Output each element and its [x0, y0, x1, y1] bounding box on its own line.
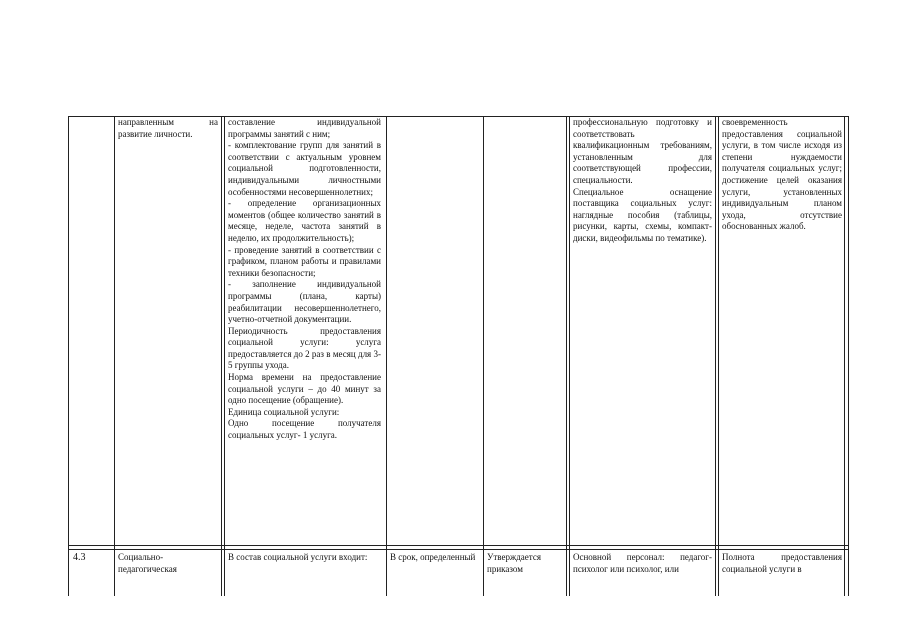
unit-paragraph: Одно посещение получателя социальных услуг- 1 услуга.	[228, 418, 381, 441]
deadline-text: В срок, определенный	[390, 552, 476, 562]
description-paragraph: составление индивидуальной программы занятий с ним;	[228, 117, 381, 139]
cont-description-cell	[228, 117, 381, 543]
row-43-tariff-cell	[487, 552, 563, 578]
service-name-text: Социально-педагогическая	[118, 552, 177, 574]
description-paragraph: - заполнение индивидуальной программы (плана, карты) реабилитации несовершеннолетнего, учетно-отчетной документации.	[228, 279, 381, 325]
description-paragraph: - проведение занятий в соответствии с графиком, планом работы и правилами техники безопасности;	[228, 244, 381, 278]
row-43-number	[73, 552, 111, 566]
row-43-deadline-cell	[390, 552, 480, 578]
row-43-staff-cell	[573, 552, 712, 578]
col-divider-7	[844, 116, 845, 596]
equipment-paragraph: Специальное оснащение поставщика социальных услуг: наглядные пособия (таблицы, рисунки, карты, схемы, компакт-диски, видеофильмы по тематике).	[573, 186, 712, 243]
staff-text: Основной персонал: педагог-психолог или психолог, или	[573, 552, 712, 574]
table-right-border	[848, 116, 849, 596]
cont-staff-cell	[573, 117, 712, 317]
periodicity-paragraph: Периодичность предоставления социальной услуги: услуга предоставляется до 2 раз в месяц для 3-5 группы ухода.	[228, 325, 381, 371]
quality-text: Полнота предоставления социальной услуги в	[722, 552, 842, 574]
description-paragraph: - комплектование групп для занятий в соответствии с актуальным уровнем социальной подготовленности, индивидуальными личностными особенностями несовершеннолетних;	[228, 140, 381, 197]
quality-paragraph: своевременность предоставления социальной услуги, в том числе исходя из степени нуждаемости получателя социальных услуг; достижение целей оказания услуги, установленных индивидуальным планом ухода, отсутствие обоснованных жалоб.	[722, 117, 842, 232]
col-divider-2b	[224, 116, 225, 596]
col-divider-1	[114, 116, 115, 596]
row-separator-top	[68, 545, 848, 546]
col-divider-2	[221, 116, 222, 596]
col-divider-5b	[569, 116, 570, 596]
col-divider-6	[715, 116, 716, 596]
col-divider-5	[566, 116, 567, 596]
col-divider-6b	[718, 116, 719, 596]
row-separator-bottom	[68, 549, 848, 550]
col-divider-4	[483, 116, 484, 596]
cont-service-name-text: направленным на развитие личности.	[118, 117, 218, 139]
tariff-text: Утверждается приказом	[487, 552, 541, 574]
cont-quality-cell	[722, 117, 842, 317]
col-divider-3	[386, 116, 387, 596]
time-norm-paragraph: Норма времени на предоставление социальной услуги – до 40 минут за одно посещение (обращение).	[228, 372, 381, 406]
table-left-border	[68, 116, 69, 596]
unit-heading: Единица социальной услуги:	[228, 406, 340, 417]
description-text: В состав социальной услуги входит:	[228, 552, 368, 562]
cont-service-name-cell	[118, 117, 218, 177]
row-43-service-name-cell	[118, 552, 218, 578]
description-paragraph: - определение организационных моментов (общее количество занятий в месяце, неделе, частота занятий в неделю, их продолжительность);	[228, 198, 381, 243]
row-43-quality-cell	[722, 552, 842, 578]
row-number-text: 4.3	[73, 552, 86, 563]
row-43-description-cell	[228, 552, 381, 578]
staff-paragraph: профессиональную подготовку и соответствовать квалификационным требованиям, установленным для соответствующей профессии, специальности.	[573, 117, 712, 185]
